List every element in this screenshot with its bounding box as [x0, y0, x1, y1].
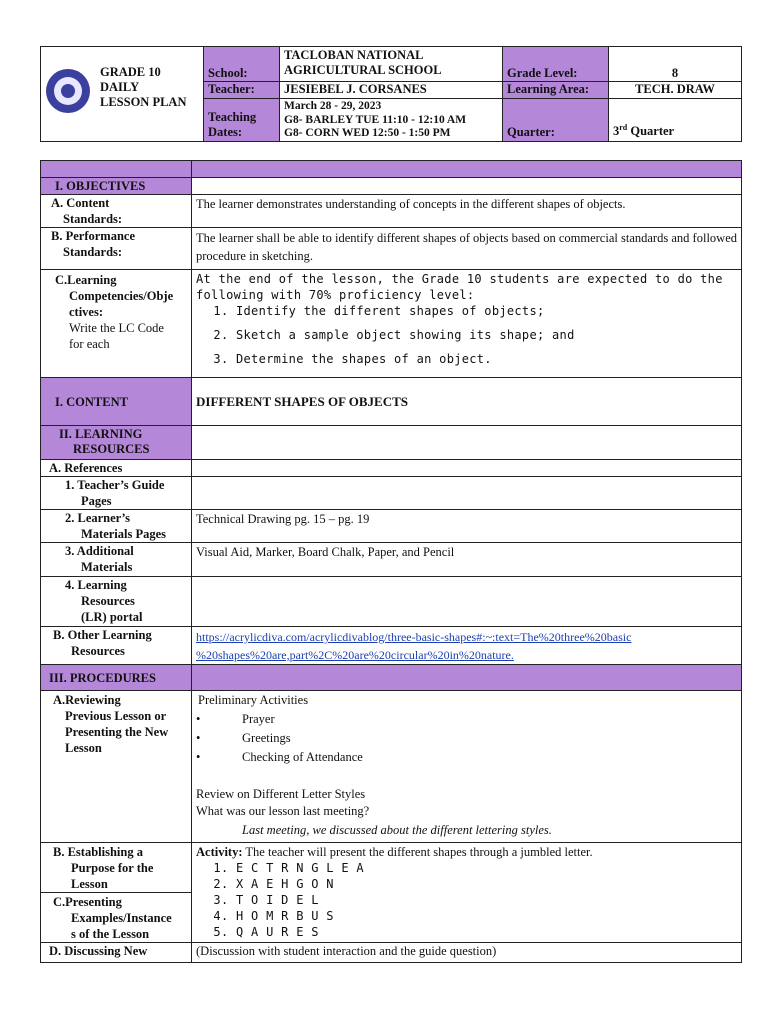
bullet-item: • Checking of Attendance: [196, 750, 363, 764]
procedures-heading-band: [192, 665, 742, 691]
references-label: A. References: [41, 460, 192, 477]
plan-title-line1: GRADE 10: [100, 65, 161, 79]
lesson-plan-table: [40, 160, 742, 963]
competency-item: 2. Sketch a sample object showing its shape; and: [236, 327, 737, 343]
top-band-left: [41, 161, 192, 178]
jumbled-word: 1. E C T R N G L E A: [236, 860, 737, 876]
additional-materials-label: 3. Additional Materials: [41, 543, 192, 577]
content-heading: I. CONTENT: [41, 378, 192, 426]
content-standards-text: The learner demonstrates understanding of concepts in the different shapes of objects.: [192, 195, 742, 228]
school-value: TACLOBAN NATIONAL AGRICULTURAL SCHOOL: [280, 47, 503, 82]
bullet-item: • Greetings: [196, 731, 291, 745]
discussing-new-text: (Discussion with student interaction and the guide question): [192, 943, 742, 963]
deped-seal-logo: [46, 69, 90, 117]
header-table: [40, 46, 742, 142]
grade-level-value: 8: [609, 47, 742, 82]
jumbled-word: 3. T O I D E L: [236, 892, 737, 908]
learning-area-value: TECH. DRAW: [609, 82, 742, 99]
teacher-label: Teacher:: [204, 82, 280, 99]
jumbled-word: 5. Q A U R E S: [236, 924, 737, 940]
presenting-examples-label: C.Presenting Examples/Instance s of the Lesson: [41, 893, 192, 943]
teaching-dates-value: March 28 - 29, 2023 G8- BARLEY TUE 11:10 - 12:10 AM G8- CORN WED 12:50 - 1:50 PM: [280, 99, 503, 142]
content-topic: DIFFERENT SHAPES OF OBJECTS: [192, 378, 742, 426]
grade-level-label: Grade Level:: [503, 47, 609, 82]
jumbled-word: 2. X A E H G O N: [236, 876, 737, 892]
learning-resources-heading: II. LEARNING RESOURCES: [41, 426, 192, 460]
jumbled-word: 4. H O M R B U S: [236, 908, 737, 924]
competency-item: 1. Identify the different shapes of objects;: [236, 303, 737, 319]
plan-title-line2: DAILY: [100, 80, 140, 94]
quarter-value: 3rd Quarter: [609, 99, 742, 142]
other-resources-link[interactable]: https://acrylicdiva.com/acrylicdivablog/three-basic-shapes#:~:text=The%20three%20basic %20shapes%20are,part%2C%20are%20circular%20in%20nature.: [192, 627, 742, 665]
teacher-value: JESIEBEL J. CORSANES: [280, 82, 503, 99]
teaching-dates-label: Teaching Dates:: [204, 99, 280, 142]
lr-portal-label: 4. Learning Resources (LR) portal: [41, 577, 192, 627]
objectives-heading: I. OBJECTIVES: [41, 178, 192, 195]
teachers-guide-label: 1. Teacher’s Guide Pages: [41, 477, 192, 510]
additional-materials-value: Visual Aid, Marker, Board Chalk, Paper, and Pencil: [192, 543, 742, 577]
references-blank: [192, 460, 742, 477]
reviewing-label: A.Reviewing Previous Lesson or Presenting the New Lesson: [41, 691, 192, 843]
school-label: School:: [204, 47, 280, 82]
plan-title-line3: LESSON PLAN: [100, 95, 187, 109]
learners-materials-label: 2. Learner’s Materials Pages: [41, 510, 192, 543]
establishing-purpose-label: B. Establishing a Purpose for the Lesson: [41, 843, 192, 893]
teachers-guide-value: [192, 477, 742, 510]
lr-portal-value: [192, 577, 742, 627]
activity-content: Activity: The teacher will present the different shapes through a jumbled letter. 1. E C T R N G L E A 2. X A E H G O N 3. T O I D E L 4. H O M R B U S 5. Q A U R E S: [192, 843, 742, 943]
learners-materials-value: Technical Drawing pg. 15 – pg. 19: [192, 510, 742, 543]
other-resources-label: B. Other Learning Resources: [41, 627, 192, 665]
reviewing-content: Preliminary Activities • Prayer • Greetings • Checking of Attendance Review on Different Letter Styles What was our lesson last meeting? Last meeting, we discussed about the different lettering styles.: [192, 691, 742, 843]
competencies-label: C.Learning Competencies/Obje ctives: Write the LC Code for each: [41, 270, 192, 378]
performance-standards-label: B. Performance Standards:: [41, 228, 192, 270]
learning-resources-blank: [192, 426, 742, 460]
content-standards-label: A. Content Standards:: [41, 195, 192, 228]
procedures-heading: III. PROCEDURES: [41, 665, 192, 691]
learning-area-label: Learning Area:: [503, 82, 609, 99]
bullet-item: • Prayer: [196, 712, 275, 726]
performance-standards-text: The learner shall be able to identify different shapes of objects based on commercial standards and followed procedure in sketching.: [192, 228, 742, 270]
competencies-text: At the end of the lesson, the Grade 10 students are expected to do the following with 70% proficiency level: 1. Identify the different shapes of objects; 2. Sketch a sample object showing its shape; and 3. Determine the shapes of an object.: [192, 270, 742, 378]
quarter-label: Quarter:: [503, 99, 609, 142]
competency-item: 3. Determine the shapes of an object.: [236, 351, 737, 367]
header-title-cell: [41, 47, 204, 142]
discussing-new-label: D. Discussing New: [41, 943, 192, 963]
objectives-heading-blank: [192, 178, 742, 195]
top-band-right: [192, 161, 742, 178]
